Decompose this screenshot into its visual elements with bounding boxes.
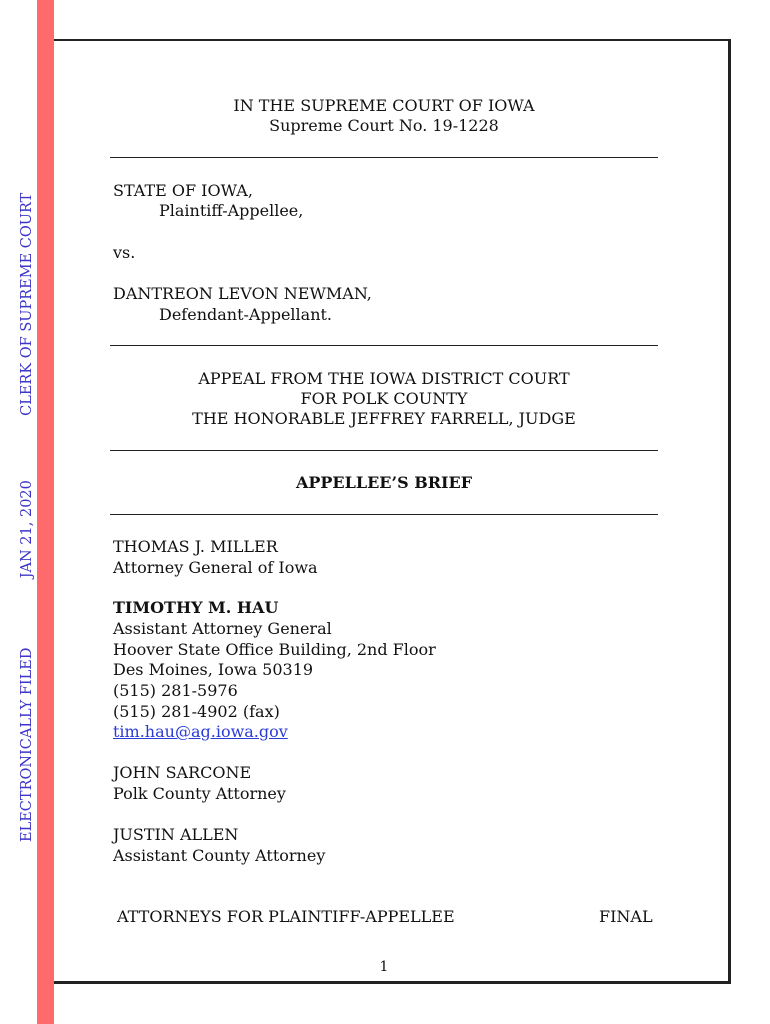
assistant-county-attorney-name: JUSTIN ALLEN xyxy=(113,825,239,844)
stamp-clerk: CLERK OF SUPREME COURT xyxy=(19,192,35,416)
aag-phone: (515) 281-5976 xyxy=(113,681,238,700)
county-attorney-title: Polk County Attorney xyxy=(113,784,286,803)
defendant-role: Defendant-Appellant. xyxy=(159,305,333,324)
divider xyxy=(110,450,658,451)
assistant-county-attorney-title: Assistant County Attorney xyxy=(113,846,326,865)
brief-status: FINAL xyxy=(599,907,653,926)
appeal-line-1: APPEAL FROM THE IOWA DISTRICT COURT xyxy=(198,369,570,388)
divider xyxy=(110,157,658,158)
plaintiff-name: STATE OF IOWA, xyxy=(113,181,253,200)
stamp-filed: ELECTRONICALLY FILED xyxy=(19,647,35,842)
defendant-name: DANTREON LEVON NEWMAN, xyxy=(113,284,372,303)
brief-title: APPELLEE’S BRIEF xyxy=(295,473,473,492)
aag-title: Assistant Attorney General xyxy=(113,619,332,638)
county-attorney-name: JOHN SARCONE xyxy=(113,763,252,782)
document-page xyxy=(54,39,731,984)
divider xyxy=(110,514,658,515)
aag-address-line-2: Des Moines, Iowa 50319 xyxy=(113,660,314,679)
divider xyxy=(110,345,658,346)
case-number: Supreme Court No. 19-1228 xyxy=(269,116,499,135)
aag-fax: (515) 281-4902 (fax) xyxy=(113,702,280,721)
aag-email-link[interactable]: tim.hau@ag.iowa.gov xyxy=(113,722,288,741)
electronic-filing-stamp xyxy=(19,193,35,842)
left-color-stripe xyxy=(37,0,54,1024)
page-number: 1 xyxy=(379,959,389,975)
appeal-line-2: FOR POLK COUNTY xyxy=(300,389,468,408)
appeal-line-3: THE HONORABLE JEFFREY FARRELL, JUDGE xyxy=(192,409,576,428)
ag-name: THOMAS J. MILLER xyxy=(113,537,278,556)
versus: vs. xyxy=(113,243,136,262)
court-name: IN THE SUPREME COURT OF IOWA xyxy=(233,96,535,115)
aag-name: TIMOTHY M. HAU xyxy=(113,598,279,617)
attorneys-for: ATTORNEYS FOR PLAINTIFF-APPELLEE xyxy=(117,907,455,926)
aag-address-line-1: Hoover State Office Building, 2nd Floor xyxy=(113,640,436,659)
stamp-date: JAN 21, 2020 xyxy=(19,480,35,579)
plaintiff-role: Plaintiff-Appellee, xyxy=(159,201,304,220)
ag-title: Attorney General of Iowa xyxy=(113,558,318,577)
